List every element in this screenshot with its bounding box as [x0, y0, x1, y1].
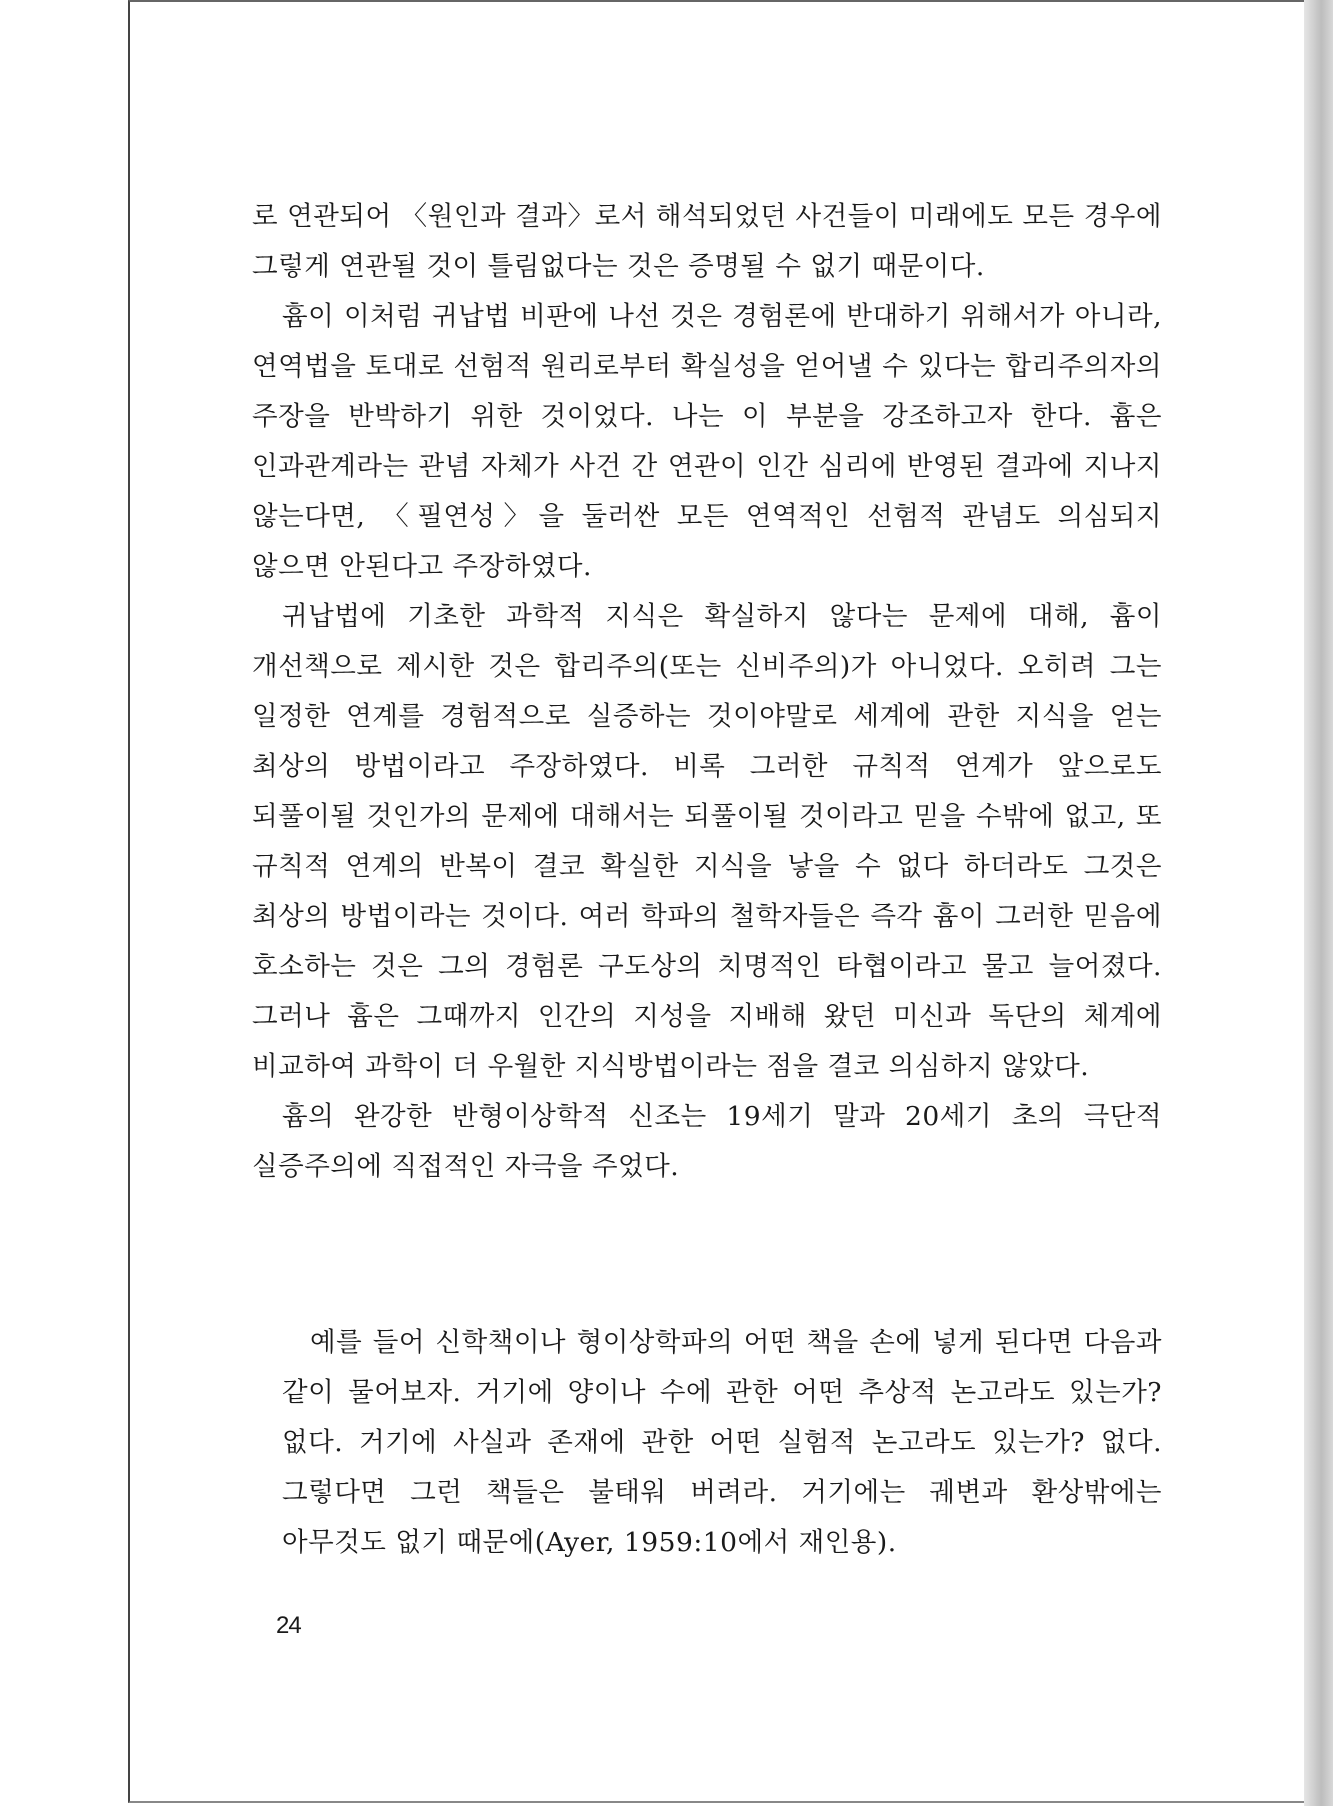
left-margin — [0, 0, 128, 1806]
quote-text: 예를 들어 신학책이나 형이상학파의 어떤 책을 손에 넣게 된다면 다음과 같이 물어보자. 거기에 양이나 수에 관한 어떤 추상적 논고라도 있는가? 없다. 거기에 사실과 존재에 관한 어떤 실험적 논고라도 있는가? 없다. 그렇다면 그런 책들은 불태워 버려라. 거기에는 궤변과 환상밖에는 아무것도 없기 때문에(Ayer, 1959:10에서 재인용). — [282, 1327, 1162, 1558]
page-number: 24 — [276, 1612, 301, 1639]
paragraph-continued: 로 연관되어 〈원인과 결과〉로서 해석되었던 사건들이 미래에도 모든 경우에 그렇게 연관될 것이 틀림없다는 것은 증명될 수 없기 때문이다. — [252, 201, 1162, 282]
paragraph: 귀납법에 기초한 과학적 지식은 확실하지 않다는 문제에 대해, 흄이 개선책으로 제시한 것은 합리주의(또는 신비주의)가 아니었다. 오히려 그는 일정한 연계를 경험적으로 실증하는 것이야말로 세계에 관한 지식을 얻는 최상의 방법이라고 주장하였다. 비록 그러한 규칙적 연계가 앞으로도 되풀이될 것인가의 문제에 대해서는 되풀이될 것이라고 믿을 수밖에 없고, 또 규칙적 연계의 반복이 결코 확실한 지식을 낳을 수 없다 하더라도 그것은 최상의 방법이라는 것이다. 여러 학파의 철학자들은 즉각 흄이 그러한 믿음에 호소하는 것은 그의 경험론 구도상의 치명적인 타협이라고 물고 늘어졌다. 그러나 흄은 그때까지 인간의 지성을 지배해 왔던 미신과 독단의 체계에 비교하여 과학이 더 우월한 지식방법이라는 점을 결코 의심하지 않았다. — [252, 601, 1162, 1082]
block-quote — [282, 1318, 1162, 1568]
page-edge-shadow — [1304, 0, 1333, 1806]
main-text — [252, 192, 1162, 1192]
paragraph: 흄이 이처럼 귀납법 비판에 나선 것은 경험론에 반대하기 위해서가 아니라, 연역법을 토대로 선험적 원리로부터 확실성을 얻어낼 수 있다는 합리주의자의 주장을 반박하기 위한 것이었다. 나는 이 부분을 강조하고자 한다. 흄은 인과관계라는 관념 자체가 사건 간 연관이 인간 심리에 반영된 결과에 지나지 않는다면, 〈필연성〉을 둘러싼 모든 연역적인 선험적 관념도 의심되지 않으면 안된다고 주장하였다. — [252, 301, 1162, 582]
paragraph: 흄의 완강한 반형이상학적 신조는 19세기 말과 20세기 초의 극단적 실증주의에 직접적인 자극을 주었다. — [252, 1101, 1162, 1182]
